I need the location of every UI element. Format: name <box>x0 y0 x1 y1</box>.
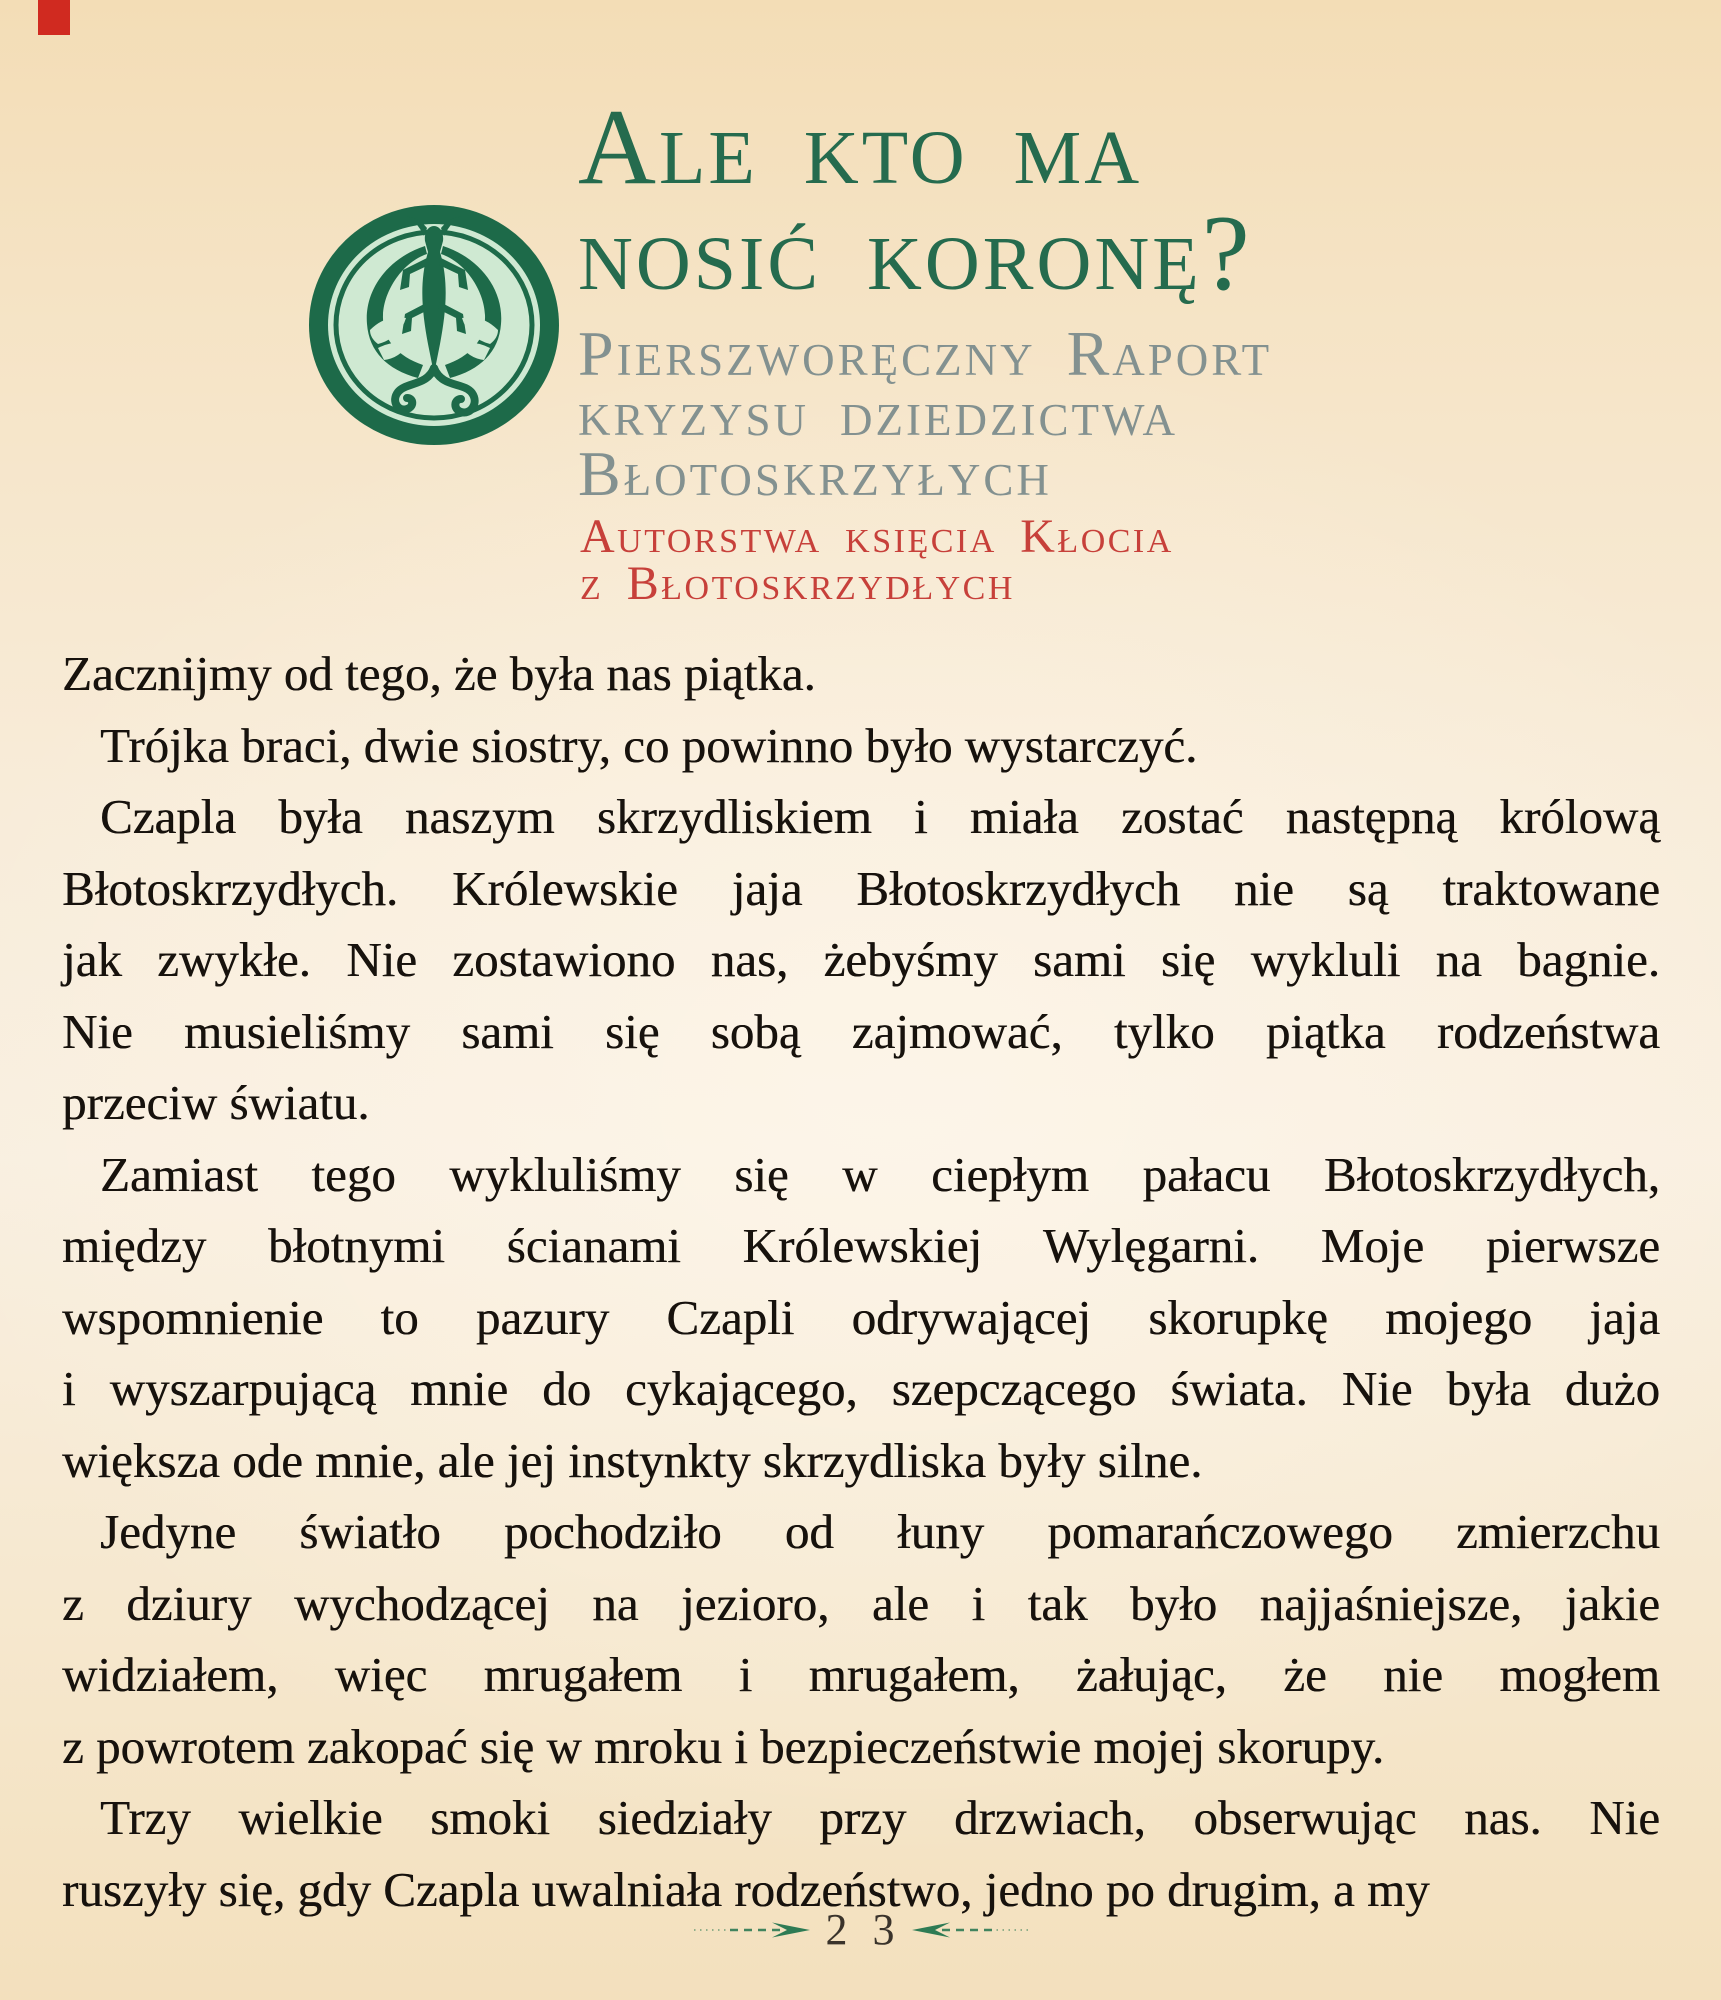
chapter-subtitle-line-1: Pierszworęczny Raport <box>578 318 1273 389</box>
body-line: Czapla była naszym skrzydliskiem i miała zostać następną królową <box>100 789 1660 844</box>
chapter-subtitle-line-3: Błotoskrzyłych <box>578 438 1052 509</box>
body-line: między błotnymi ścianami Królewskiej Wylęgarni. Moje pierwsze <box>62 1218 1660 1273</box>
body-line: Błotoskrzydłych. Królewskie jaja Błotoskrzydłych nie są traktowane <box>62 860 1660 916</box>
mudwing-emblem <box>306 202 562 448</box>
body-line: Jedyne światło pochodziło od łuny pomarańczowego zmierzchu <box>100 1504 1660 1559</box>
body-line: większa ode mnie, ale jej instynkty skrzydliska były silne. <box>62 1432 1203 1488</box>
red-ribbon-marker <box>38 0 70 35</box>
body-line: Zamiast tego wykluliśmy się w ciepłym pałacu Błotoskrzydłych, <box>100 1146 1660 1202</box>
body-line: jak zwykłe. Nie zostawiono nas, żebyśmy sami się wykluli na bagnie. <box>62 932 1660 987</box>
chapter-title <box>578 88 1398 313</box>
chapter-subtitle <box>578 318 1398 509</box>
body-line: widziałem, więc mrugałem i mrugałem, żałując, że nie mogłem <box>62 1647 1660 1702</box>
chapter-title-line-2: nosić koronę? <box>578 194 1253 313</box>
chapter-title-line-1: Ale kto ma <box>578 88 1143 207</box>
page-footer <box>0 1906 1721 1954</box>
body-line: wspomnienie to pazury Czapli odrywającej skorupkę mojego jaja <box>62 1289 1660 1345</box>
footer-ornament-right-icon <box>912 1920 1030 1940</box>
body-line: Zacznijmy od tego, że była nas piątka. <box>62 646 816 701</box>
body-line: Trzy wielkie smoki siedziały przy drzwiach, obserwując nas. Nie <box>100 1790 1660 1845</box>
footer-ornament-left-icon <box>692 1920 810 1940</box>
dragon-seal-icon <box>306 202 562 448</box>
chapter-subtitle-line-2: kryzysu dziedzictwa <box>578 378 1178 449</box>
page-number: 2 3 <box>825 1905 902 1954</box>
body-line: Trójka braci, dwie siostry, co powinno było wystarczyć. <box>100 717 1198 773</box>
author-byline-line-1: Autorstwa księcia Kłocia <box>580 510 1174 563</box>
body-line: Nie musieliśmy sami się sobą zajmować, tylko piątka rodzeństwa <box>62 1003 1660 1059</box>
body-line: z powrotem zakopać się w mroku i bezpieczeństwie mojej skorupy. <box>62 1718 1385 1774</box>
body-line: z dziury wychodzącej na jezioro, ale i tak było najjaśniejsze, jakie <box>62 1575 1660 1631</box>
author-byline-line-2: z Błotoskrzydłych <box>580 557 1015 610</box>
author-byline <box>580 510 1400 610</box>
body-line: i wyszarpującą mnie do cykającego, szepczącego świata. Nie była dużo <box>62 1361 1660 1416</box>
body-line: przeciw światu. <box>62 1075 370 1130</box>
body-line: ruszyły się, gdy Czapla uwalniała rodzeństwo, jedno po drugim, a my <box>62 1861 1430 1917</box>
body-text <box>62 638 1660 1925</box>
